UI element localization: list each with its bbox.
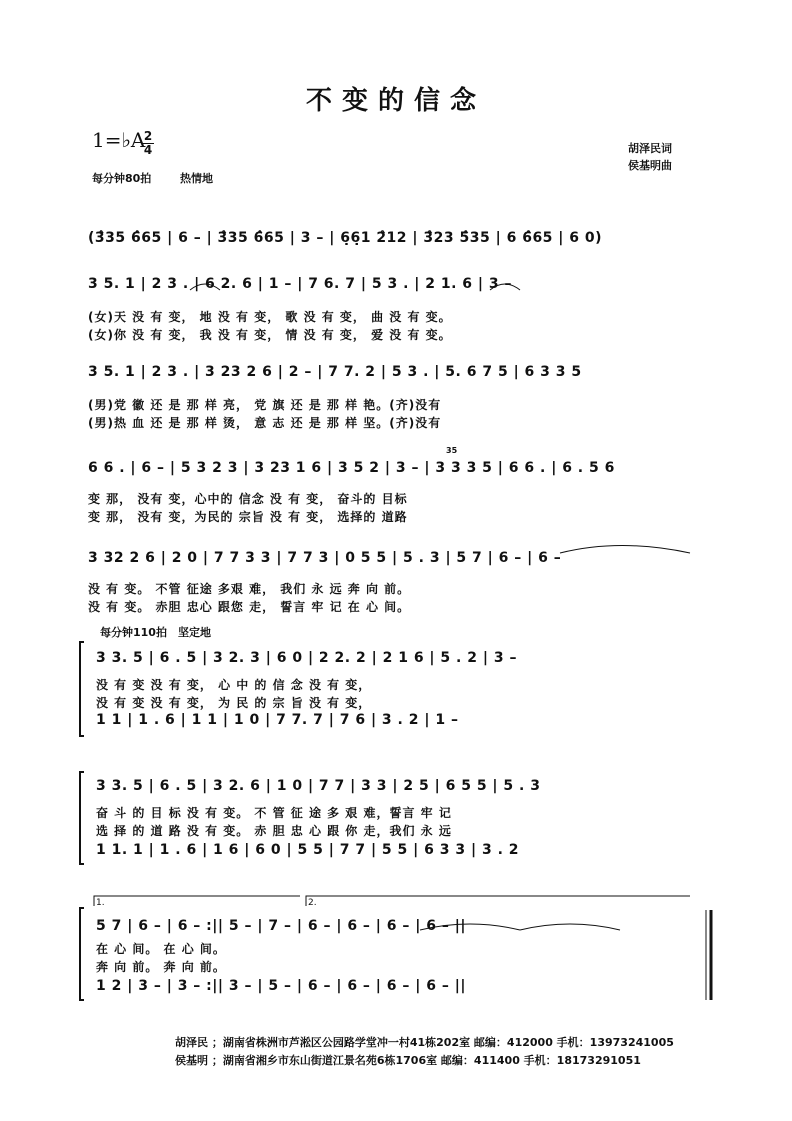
grace-note: 35 (446, 446, 458, 455)
intro-notes: (3̂35 6̂65 | 6 – | 3̂35 6̂65 | 3 – | 6̣6̣1 2̂12 | 3̂23 5̂35 | 6 6̂65 | 6 0) (88, 230, 603, 246)
second-ending-bracket (306, 896, 690, 906)
song-title: 不变的信念 (305, 86, 486, 116)
system-brace (80, 908, 84, 1000)
sys7-lyric-2: 奔 向 前。 奔 向 前。 (96, 960, 226, 974)
verse4-notes: 3 32 2 6 | 2 0 | 7 7 3 3 | 7 7 3 | 0 5 5 | 5 . 3 | 5 7 | 6 – | 6 – (88, 550, 562, 566)
sys5-lyric-1: 没 有 变 没 有 变， 心 中 的 信 念 没 有 变， (96, 678, 372, 692)
slur (190, 284, 220, 290)
sys7-upper-notes: 5 7 | 6 – | 6 – :|| 5 – | 7 – | 6 – | 6 – | 6 – | 6 – || (96, 918, 466, 934)
first-ending-bracket (94, 896, 300, 906)
verse4-lyric-1: 没 有 变。 不管 征途 多艰 难， 我们 永 远 奔 向 前。 (88, 582, 411, 596)
sys6-lyric-1: 奋 斗 的 目 标 没 有 变。 不 管 征 途 多 艰 难，誓言 牢 记 (96, 806, 452, 820)
sys7-lyric-1: 在 心 间。 在 心 间。 (96, 942, 226, 956)
verse1-lyric-2: (女)你 没 有 变， 我 没 有 变， 情 没 有 变， 爱 没 有 变。 (88, 328, 452, 342)
sys5-lyric-2: 没 有 变 没 有 变， 为 民 的 宗 旨 没 有 变， (96, 696, 372, 710)
key-signature: 1=♭A (92, 128, 146, 152)
verse2-lyric-1: (男)党 徽 还 是 那 样 亮， 党 旗 还 是 那 样 艳。(齐)没有 (88, 398, 442, 412)
contact-line-2: 侯基明 ；湖南省湘乡市东山街道江景名苑6栋1706室 邮编：411400 手机：18173291051 (175, 1054, 641, 1067)
meter-bottom: 4 (143, 143, 153, 157)
slur (520, 924, 620, 930)
verse1-lyric-1: (女)天 没 有 变， 地 没 有 变， 歌 没 有 变， 曲 没 有 变。 (88, 310, 452, 324)
system-brace (80, 772, 84, 864)
sys6-lyric-2: 选 择 的 道 路 没 有 变。 赤 胆 忠 心 跟 你 走，我们 永 远 (96, 824, 452, 838)
sys5-upper-notes: 3 3. 5 | 6 . 5 | 3 2. 3 | 6 0 | 2 2. 2 | 2 1 6 | 5 . 2 | 3 – (96, 650, 517, 666)
verse2-lyric-2: (男)热 血 还 是 那 样 烫， 意 志 还 是 那 样 坚。(齐)没有 (88, 416, 442, 430)
verse4-lyric-2: 没 有 变。 赤胆 忠心 跟您 走， 誓言 牢 记 在 心 间。 (88, 600, 411, 614)
sys6-upper-notes: 3 3. 5 | 6 . 5 | 3 2. 6 | 1 0 | 7 7 | 3 3 | 2 5 | 6 5 5 | 5 . 3 (96, 778, 541, 794)
expression-marking-2: 坚定地 (178, 626, 211, 639)
sys6-lower-notes: 1 1. 1 | 1 . 6 | 1 6 | 6 0 | 5 5 | 7 7 | 5 5 | 6 3 3 | 3 . 2 (96, 842, 520, 858)
lyricist-credit: 胡泽民词 (628, 142, 672, 155)
verse1-notes: 3 5. 1 | 2 3 . | 6 2. 6 | 1 – | 7 6. 7 | 5 3 . | 2 1. 6 | 3 – (88, 276, 513, 292)
slur (560, 546, 690, 554)
slur (490, 284, 520, 290)
second-ending-label: 2. (308, 898, 317, 908)
tempo-marking: 每分钟80拍 (92, 172, 152, 185)
tempo-marking-2: 每分钟110拍 (100, 626, 167, 639)
expression-marking: 热情地 (180, 172, 213, 185)
sys5-lower-notes: 1 1 | 1 . 6 | 1 1 | 1 0 | 7 7. 7 | 7 6 | 3 . 2 | 1 – (96, 712, 459, 728)
slur (420, 924, 520, 930)
verse3-lyric-2: 变 那， 没有 变，为民的 宗旨 没 有 变， 选择的 道路 (88, 510, 408, 524)
verse3-lyric-1: 变 那， 没有 变，心中的 信念 没 有 变， 奋斗的 目标 (88, 492, 408, 506)
verse2-notes: 3 5. 1 | 2 3 . | 3 23 2 6 | 2 – | 7 7. 2 | 5 3 . | 5. 6 7 5 | 6 3 3 5 (88, 364, 582, 380)
verse3-notes: 6 6 . | 6 – | 5 3 2 3 | 3 23 1 6 | 3 5 2 | 3 – | 3 3 3 5 | 6 6 . | 6 . 5 6 (88, 460, 615, 476)
composer-credit: 侯基明曲 (628, 159, 672, 172)
contact-line-1: 胡泽民 ；湖南省株洲市芦淞区公园路学堂冲一村41栋202室 邮编：412000 手机：13973241005 (175, 1036, 674, 1049)
sys7-lower-notes: 1 2 | 3 – | 3 – :|| 3 – | 5 – | 6 – | 6 – | 6 – | 6 – || (96, 978, 466, 994)
meter-top: 2 (143, 129, 153, 143)
system-brace (80, 642, 84, 736)
first-ending-label: 1. (96, 898, 105, 908)
